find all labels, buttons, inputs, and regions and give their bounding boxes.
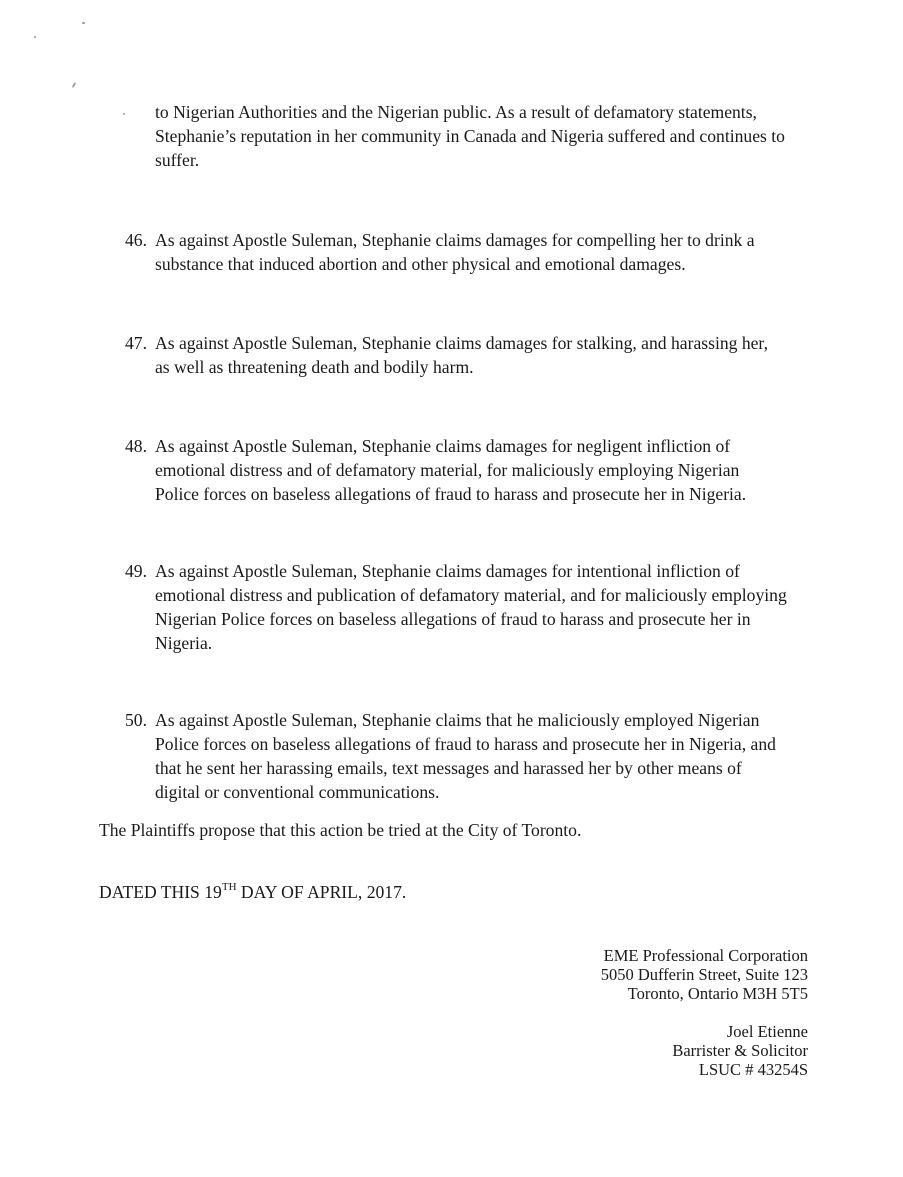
firm-name: EME Professional Corporation <box>603 946 808 965</box>
scan-speck <box>72 82 77 88</box>
lawyer-name: Joel Etienne <box>726 1022 808 1041</box>
text-line: emotional distress and publication of defamatory material, and for maliciously employing <box>155 585 787 605</box>
text-line: as well as threatening death and bodily harm. <box>155 357 474 377</box>
firm-address-line: 5050 Dufferin Street, Suite 123 <box>600 965 808 984</box>
text-line: Nigeria. <box>155 633 213 653</box>
continuation-paragraph <box>155 100 825 172</box>
text-line: Stephanie’s reputation in her community in Canada and Nigeria suffered and continues to <box>155 126 785 146</box>
firm-address-block <box>601 946 808 1003</box>
paragraph-number: 49. <box>125 561 147 581</box>
dated-prefix: DATED THIS 19 <box>99 882 222 902</box>
paragraph-number: 46. <box>125 230 147 250</box>
paragraph-50 <box>125 708 825 804</box>
text-line: As against Apostle Suleman, Stephanie claims that he maliciously employed Nigerian <box>155 710 760 730</box>
text-line: Nigerian Police forces on baseless allegations of fraud to harass and prosecute her in <box>155 609 751 629</box>
paragraph-46 <box>125 228 825 276</box>
paragraph-48 <box>125 434 825 506</box>
text-line: As against Apostle Suleman, Stephanie claims damages for intentional infliction of <box>155 561 740 581</box>
lawyer-title: Barrister & Solicitor <box>672 1041 808 1060</box>
dated-suffix: DAY OF APRIL, 2017. <box>236 882 407 902</box>
scan-speck <box>34 36 36 38</box>
text-line: suffer. <box>155 150 200 170</box>
firm-address-line: Toronto, Ontario M3H 5T5 <box>627 984 808 1003</box>
text-line: substance that induced abortion and other physical and emotional damages. <box>155 254 686 274</box>
paragraph-number: 48. <box>125 436 147 456</box>
text-line: As against Apostle Suleman, Stephanie claims damages for compelling her to drink a <box>155 230 755 250</box>
text-line: to Nigerian Authorities and the Nigerian public. As a result of defamatory statements, <box>155 102 757 122</box>
paragraph-number: 50. <box>125 710 147 730</box>
lawyer-lsuc-number: LSUC # 43254S <box>698 1060 808 1079</box>
text-line: emotional distress and of defamatory material, for maliciously employing Nigerian <box>155 460 740 480</box>
dated-superscript: TH <box>221 881 237 893</box>
text-line: As against Apostle Suleman, Stephanie claims damages for negligent infliction of <box>155 436 731 456</box>
text-line: Police forces on baseless allegations of fraud to harass and prosecute her in Nigeria. <box>155 484 747 504</box>
trial-location-statement: The Plaintiffs propose that this action be tried at the City of Toronto. <box>99 820 582 840</box>
dated-line <box>99 880 406 904</box>
text-line: Police forces on baseless allegations of fraud to harass and prosecute her in Nigeria, and <box>155 734 776 754</box>
paragraph-47 <box>125 331 825 379</box>
text-line: As against Apostle Suleman, Stephanie claims damages for stalking, and harassing her, <box>155 333 768 353</box>
text-line: that he sent her harassing emails, text messages and harassed her by other means of <box>155 758 742 778</box>
paragraph-number: 47. <box>125 333 147 353</box>
paragraph-49 <box>125 559 825 655</box>
scan-speck <box>123 113 125 115</box>
text-line: digital or conventional communications. <box>155 782 440 802</box>
lawyer-signature-block <box>672 1022 808 1079</box>
scan-speck <box>82 22 85 24</box>
